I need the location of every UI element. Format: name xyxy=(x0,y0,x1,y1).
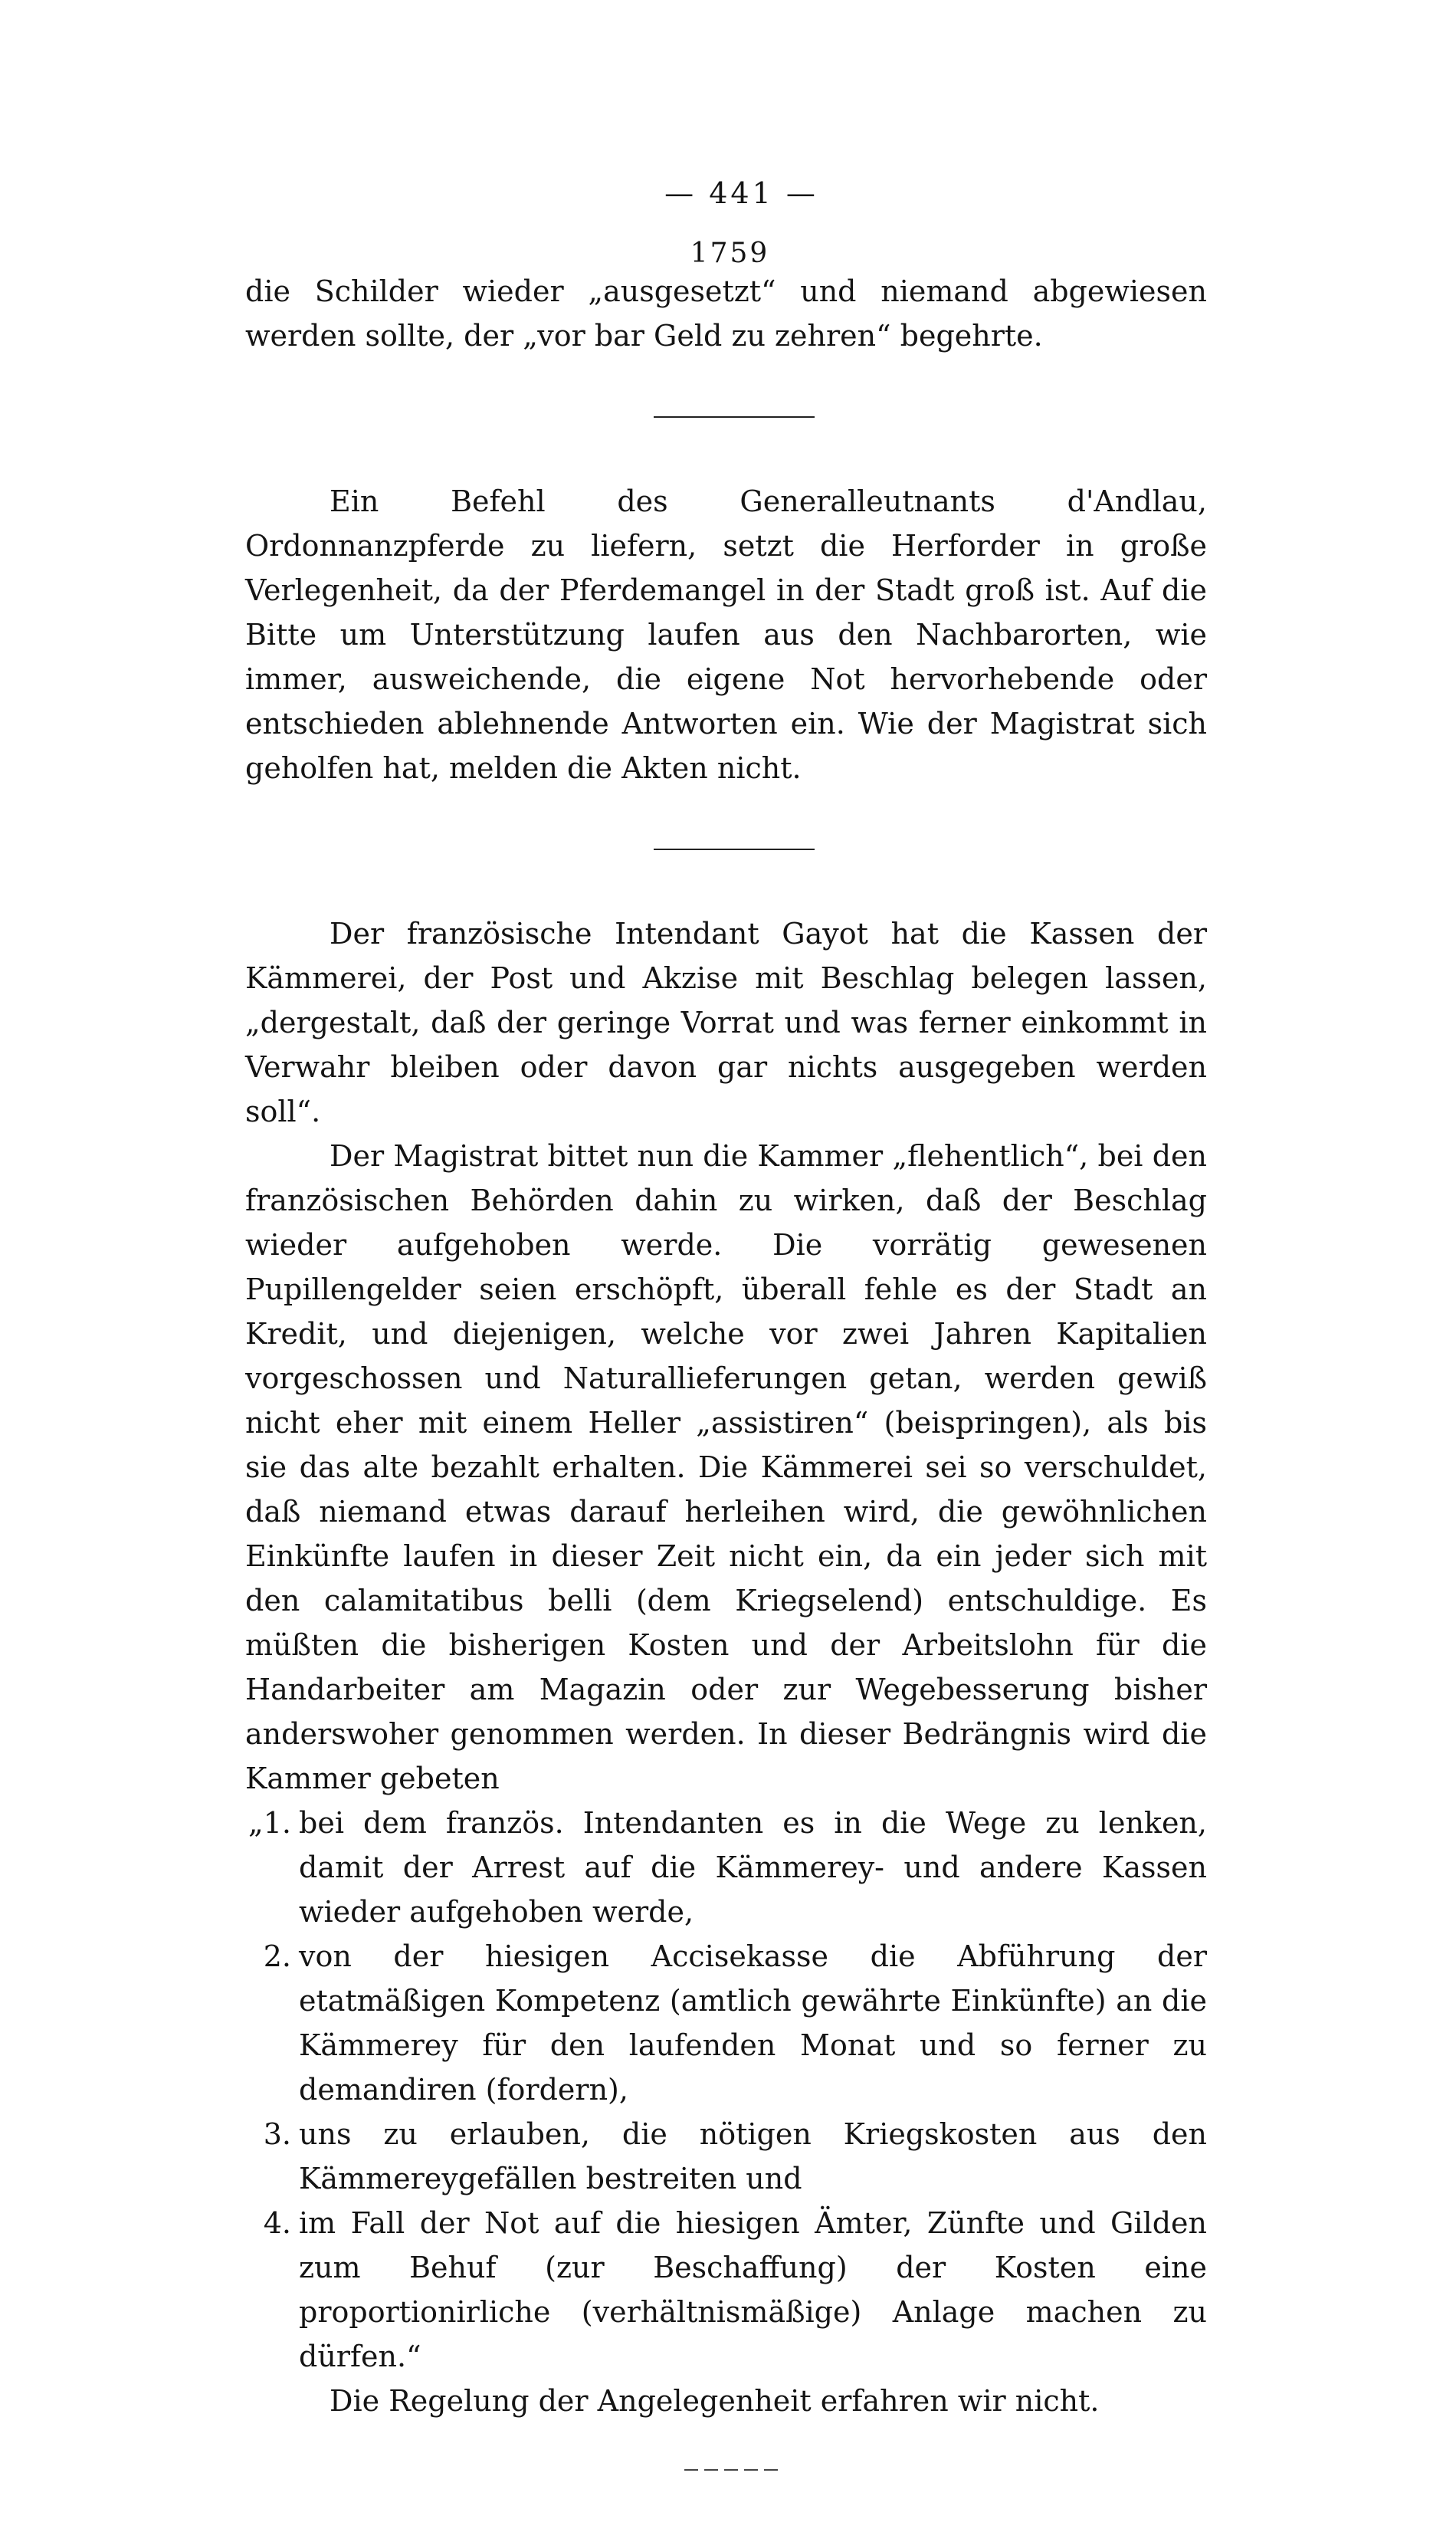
list-item xyxy=(245,1801,1207,1934)
paragraph-andlau: Ein Befehl des Generalleutnants d'Andlau, Ordonnanzpferde zu liefern, setzt die Herforder in große Verlegenheit, da der Pferdemangel in der Stadt groß ist. Auf die Bitte um Unterstützung laufen aus den Nachbarorten, wie immer, ausweichende, die eigene Not hervorhebende oder entschieden ablehnende Antworten ein. Wie der Magistrat sich geholfen hat, melden die Akten nicht. xyxy=(245,484,1207,785)
list-item xyxy=(245,2201,1207,2379)
list-item-number: „1. xyxy=(248,1806,291,1840)
list-item-number: 2. xyxy=(263,1939,291,1973)
list-item-text: uns zu erlauben, die nötigen Kriegskosten aus den Kämmereygefällen bestreiten und xyxy=(299,2117,1207,2195)
paragraph-continuation: die Schilder wieder „ausgesetzt“ und niemand abgewiesen werden sollte, der „vor bar Geld zu zehren“ begehrte. xyxy=(245,274,1207,353)
section-divider xyxy=(654,416,815,418)
paragraph-gayot: Der französische Intendant Gayot hat die Kassen der Kämmerei, der Post und Akzise mit Beschlag belegen lassen, „dergestalt, daß der geringe Vorrat und was ferner einkommt in Verwahr bleiben oder davon gar nichts ausgegeben werden soll“. xyxy=(245,917,1207,1128)
demands-list xyxy=(245,1801,1207,2379)
list-item xyxy=(245,2112,1207,2201)
year-heading: 1759 xyxy=(690,238,770,269)
list-item-number: 3. xyxy=(263,2117,291,2151)
paragraph-closing: Die Regelung der Angelegenheit erfahren wir nicht. xyxy=(330,2384,1100,2418)
list-item-text: bei dem französ. Intendanten es in die Wege zu lenken, damit der Arrest auf die Kämmerey- und andere Kassen wieder aufgehoben werde, xyxy=(299,1806,1207,1929)
list-item-text: von der hiesigen Accisekasse die Abführung der etatmäßigen Kompetenz (amtlich gewährte Einkünfte) an die Kämmerey für den laufenden Monat und so ferner zu demandiren (fordern), xyxy=(299,1939,1207,2107)
end-divider xyxy=(684,2469,784,2471)
document-page xyxy=(245,176,1207,2532)
list-item-number: 4. xyxy=(263,2206,291,2240)
page-number: — 441 — xyxy=(664,176,818,210)
list-item-text: im Fall der Not auf die hiesigen Ämter, Zünfte und Gilden zum Behuf (zur Beschaffung) der Kosten eine proportionirliche (verhältnismäßige) Anlage machen zu dürfen.“ xyxy=(299,2206,1207,2373)
paragraph-magistrat: Der Magistrat bittet nun die Kammer „flehentlich“, bei den französischen Behörden dahin zu wirken, daß der Beschlag wieder aufgehoben werde. Die vorrätig gewesenen Pupillengelder seien erschöpft, überall fehle es der Stadt an Kredit, und diejenigen, welche vor zwei Jahren Kapitalien vorgeschossen und Naturallieferungen getan, werden gewiß nicht eher mit einem Heller „assistiren“ (beispringen), als bis sie das alte bezahlt erhalten. Die Kämmerei sei so verschuldet, daß niemand etwas darauf herleihen wird, die gewöhnlichen Einkünfte laufen in dieser Zeit nicht ein, da ein jeder sich mit den calamitatibus belli (dem Kriegselend) entschuldige. Es müßten die bisherigen Kosten und der Arbeitslohn für die Handarbeiter am Magazin oder zur Wegebesserung bisher anderswoher genommen werden. In dieser Bedrängnis wird die Kammer gebeten xyxy=(245,1139,1207,1795)
list-item xyxy=(245,1934,1207,2112)
section-divider xyxy=(654,849,815,850)
